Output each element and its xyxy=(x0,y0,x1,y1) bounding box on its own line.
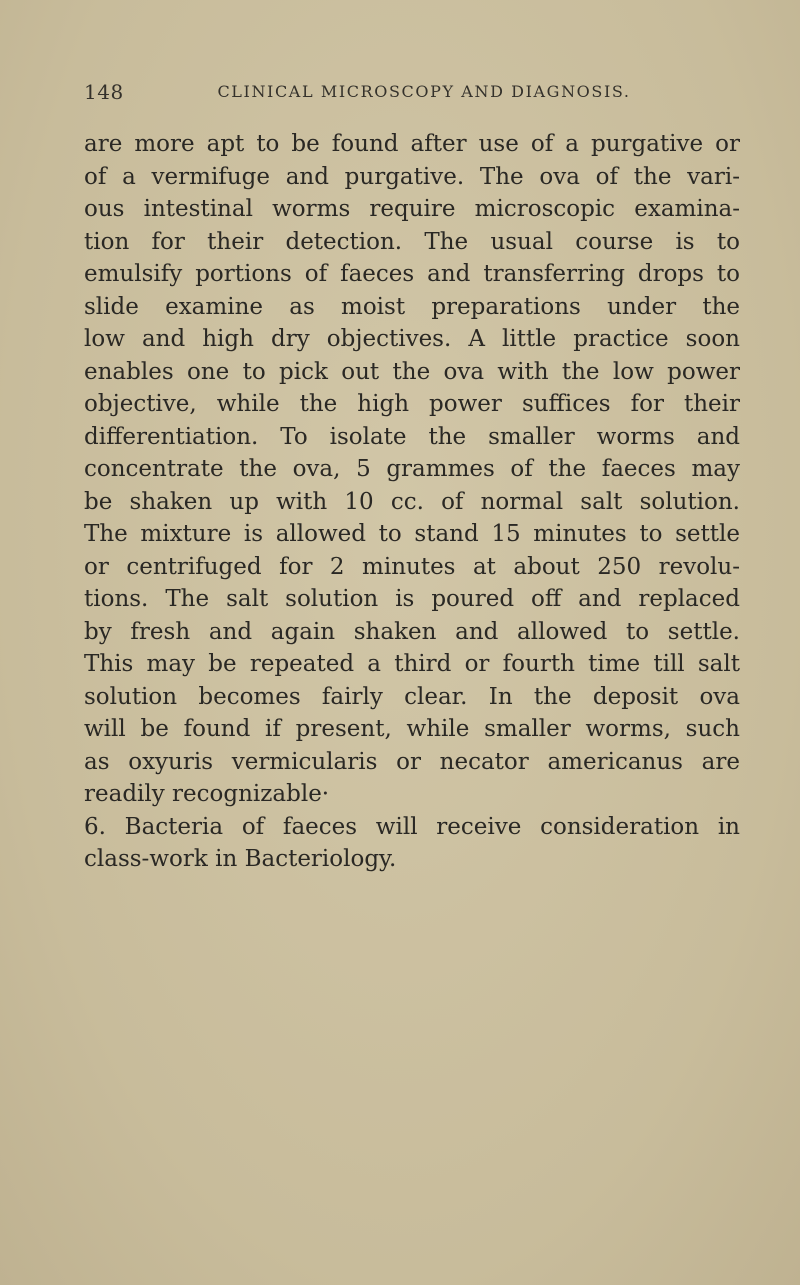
text-line: tion for their detection. The usual course is to xyxy=(84,228,740,255)
paragraph-2 xyxy=(84,811,740,876)
text-line: of a vermifuge and purgative. The ova of the vari- xyxy=(84,163,740,190)
text-line: tions. The salt solution is poured off and replaced xyxy=(84,586,740,612)
text-line: emulsify portions of faeces and transferring drops to xyxy=(84,261,740,287)
paragraph-1 xyxy=(84,128,740,811)
page-number: 148 xyxy=(84,80,124,104)
text-line: low and high dry objectives. A little practice soon xyxy=(84,326,740,352)
page-header xyxy=(84,80,724,110)
text-line: or centrifuged for 2 minutes at about 250 revolu- xyxy=(84,553,740,580)
text-line: class-work in Bacteriology. xyxy=(84,846,397,872)
text-line: will be found if present, while smaller worms, such xyxy=(84,716,740,742)
text-line: readily recognizable· xyxy=(84,781,330,807)
text-line: ous intestinal worms require microscopic examina- xyxy=(84,196,740,222)
text-line: concentrate the ova, 5 grammes of the faeces may xyxy=(84,456,740,482)
text-line: are more apt to be found after use of a purgative or xyxy=(84,131,740,157)
text-line: 6. Bacteria of faeces will receive consideration in xyxy=(84,813,740,840)
text-line: enables one to pick out the ova with the low power xyxy=(84,358,740,385)
running-head: CLINICAL MICROSCOPY AND DIAGNOSIS. xyxy=(217,82,631,101)
text-line: be shaken up with 10 cc. of normal salt solution. xyxy=(84,488,740,515)
text-line: This may be repeated a third or fourth time till salt xyxy=(84,651,740,677)
text-line: objective, while the high power suffices for their xyxy=(84,391,740,417)
text-line: as oxyuris vermicularis or necator americanus are xyxy=(84,748,740,775)
text-line: The mixture is allowed to stand 15 minutes to settle xyxy=(84,521,740,547)
body-text xyxy=(84,128,740,876)
text-line: solution becomes fairly clear. In the deposit ova xyxy=(84,683,740,710)
text-line: by fresh and again shaken and allowed to settle. xyxy=(84,618,740,645)
text-line: differentiation. To isolate the smaller worms and xyxy=(84,423,740,450)
text-line: slide examine as moist preparations under the xyxy=(84,293,740,320)
